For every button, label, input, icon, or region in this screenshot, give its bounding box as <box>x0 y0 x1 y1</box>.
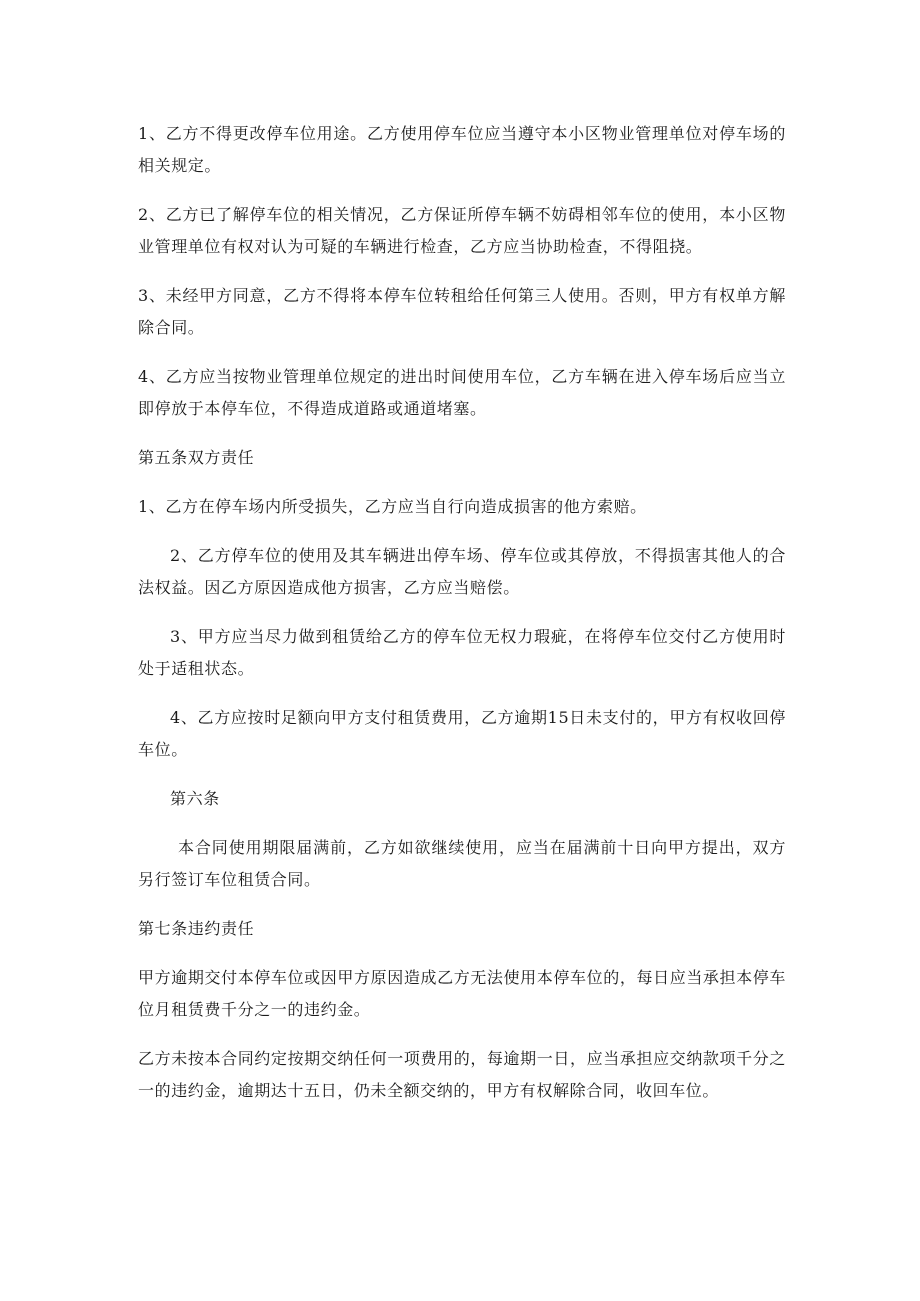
article-7-party-b-breach: 乙方未按本合同约定按期交纳任何一项费用的，每逾期一日，应当承担应交纳款项千分之一的违约金，逾期达十五日，仍未全额交纳的，甲方有权解除合同，收回车位。 <box>138 1049 786 1100</box>
article-5-item-1: 1、乙方在停车场内所受损失，乙方应当自行向造成损害的他方索赔。 <box>138 497 647 516</box>
document-body <box>138 118 786 1107</box>
article-5-item-2: 2、乙方停车位的使用及其车辆进出停车场、停车位或其停放，不得损害其他人的合法权益。因乙方原因造成他方损害，乙方应当赔偿。 <box>138 546 786 597</box>
section-heading-article-5: 第五条双方责任 <box>138 448 255 467</box>
section-heading-article-7: 第七条违约责任 <box>138 919 255 938</box>
clause-3-no-sublet: 3、未经甲方同意，乙方不得将本停车位转租给任何第三人使用。否则，甲方有权单方解除合同。 <box>138 286 786 337</box>
article-6-body: 本合同使用期限届满前，乙方如欲继续使用，应当在届满前十日向甲方提出，双方另行签订车位租赁合同。 <box>138 838 786 889</box>
article-7-party-a-breach: 甲方逾期交付本停车位或因甲方原因造成乙方无法使用本停车位的，每日应当承担本停车位月租赁费千分之一的违约金。 <box>138 968 786 1019</box>
article-5-item-4: 4、乙方应按时足额向甲方支付租赁费用，乙方逾期15日未支付的，甲方有权收回停车位。 <box>138 708 786 759</box>
clause-1-no-change-use: 1、乙方不得更改停车位用途。乙方使用停车位应当遵守本小区物业管理单位对停车场的相关规定。 <box>138 124 786 175</box>
clause-4-access-time: 4、乙方应当按物业管理单位规定的进出时间使用车位，乙方车辆在进入停车场后应当立即停放于本停车位，不得造成道路或通道堵塞。 <box>138 367 786 418</box>
article-5-item-3: 3、甲方应当尽力做到租赁给乙方的停车位无权力瑕疵，在将停车位交付乙方使用时处于适租状态。 <box>138 627 786 678</box>
section-heading-article-6: 第六条 <box>170 789 220 808</box>
clause-2-parking-check: 2、乙方已了解停车位的相关情况，乙方保证所停车辆不妨碍相邻车位的使用，本小区物业管理单位有权对认为可疑的车辆进行检查，乙方应当协助检查，不得阻挠。 <box>138 205 786 256</box>
